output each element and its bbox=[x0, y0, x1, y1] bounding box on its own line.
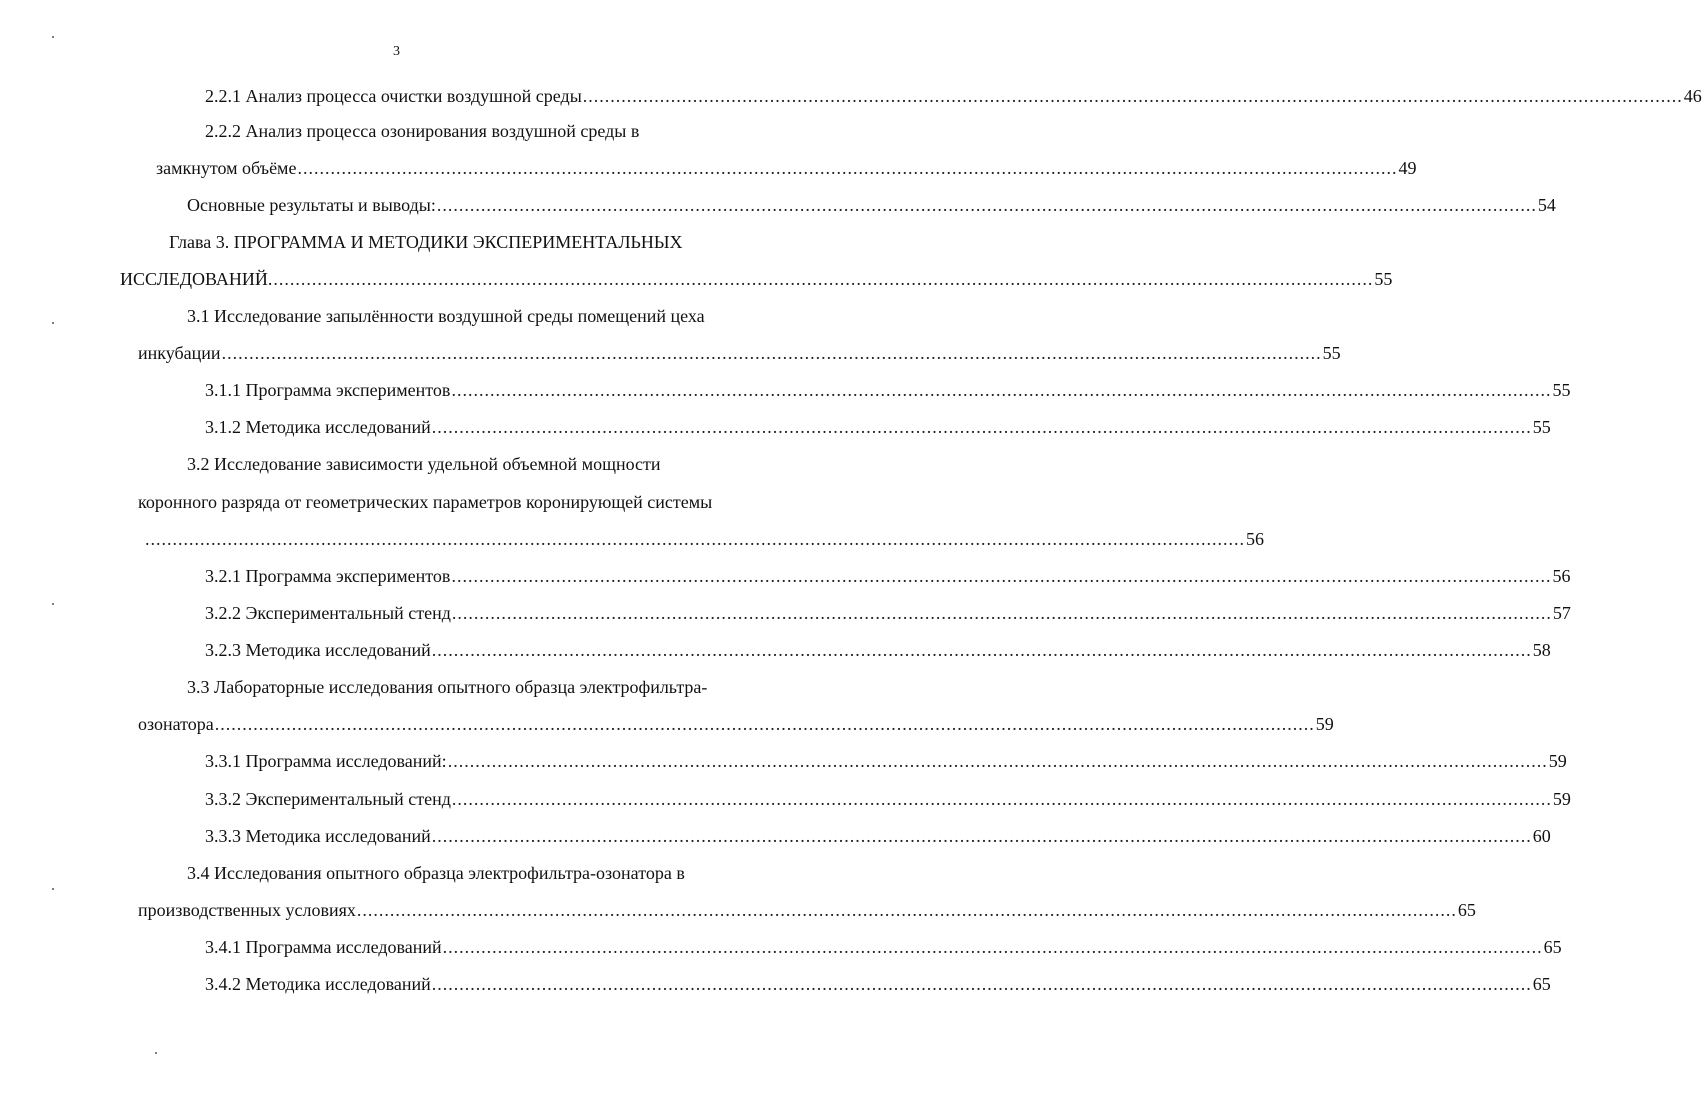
toc-page-number: 49 bbox=[1398, 158, 1417, 178]
toc-page-number: 59 bbox=[1315, 714, 1334, 734]
leader-dots: ........................................................................................................................................................................................................ bbox=[431, 974, 1532, 994]
leader-dots: ........................................................................................................................................................................................................ bbox=[451, 380, 1552, 400]
toc-entry-title: производственных условиях bbox=[138, 900, 356, 920]
toc-entry-title: озонатора bbox=[138, 714, 214, 734]
leader-dots: ........................................................................................................................................................................................................ bbox=[442, 937, 1543, 957]
toc-entry-title: 3.1.1 Программа экспериментов bbox=[205, 380, 451, 400]
toc-page-number: 56 bbox=[1246, 529, 1264, 549]
toc-page-number: 57 bbox=[1552, 603, 1571, 623]
leader-dots: ........................................................................................................................................................................................................ bbox=[436, 195, 1537, 215]
leader-dots: ........................................................................................................................................................................................................ bbox=[221, 343, 1322, 363]
scan-speck bbox=[52, 888, 54, 890]
toc-entry-title: Основные результаты и выводы: bbox=[187, 195, 436, 215]
leader-dots: ........................................................................................................................................................................................................ bbox=[214, 714, 1315, 734]
toc-entry-title: 3.1.2 Методика исследований bbox=[205, 417, 431, 437]
toc-entry-title: 3.4 Исследования опытного образца электрофильтра-озонатора в bbox=[187, 863, 685, 883]
page-number: 3 bbox=[393, 44, 400, 59]
scan-speck bbox=[52, 322, 54, 324]
toc-entry-title: 3.2.3 Методика исследований bbox=[205, 640, 431, 660]
toc-entry-title: замкнутом объёме bbox=[156, 158, 297, 178]
toc-entry-title: 2.2.2 Анализ процесса озонирования воздушной среды в bbox=[205, 121, 640, 141]
leader-dots: ........................................................................................................................................................................................................ bbox=[273, 269, 1374, 289]
leader-dots: ........................................................................................................................................................................................................ bbox=[451, 603, 1552, 623]
toc-entry-title: 3.2.2 Экспериментальный стенд bbox=[205, 603, 451, 623]
toc-page-number: 59 bbox=[1552, 789, 1571, 809]
toc-entry-title: 3.3 Лабораторные исследования опытного образца электрофильтра- bbox=[187, 677, 708, 697]
toc-entry-title: 3.1 Исследование запылённости воздушной среды помещений цеха bbox=[187, 306, 705, 326]
toc-page-number: 58 bbox=[1532, 640, 1551, 660]
scan-speck bbox=[155, 1052, 157, 1054]
leader-dots: ........................................................................................................................................................................................................ bbox=[297, 158, 1398, 178]
leader-dots: ........................................................................................................................................................................................................ bbox=[582, 86, 1683, 106]
toc-entry-title: 3.4.1 Программа исследований bbox=[205, 937, 442, 957]
toc-page-number: 55 bbox=[1532, 417, 1551, 437]
scan-speck bbox=[52, 603, 54, 605]
leader-dots: ........................................................................................................................................................................................................ bbox=[447, 751, 1548, 771]
toc-entry-title: 3.3.3 Методика исследований bbox=[205, 826, 431, 846]
toc-page-number: 65 bbox=[1532, 974, 1551, 994]
toc-entry-title: 3.3.1 Программа исследований: bbox=[205, 751, 447, 771]
toc-entry-title: ИССЛЕДОВАНИЙ. bbox=[120, 269, 273, 289]
toc-entry-title: 3.2.1 Программа экспериментов bbox=[205, 566, 451, 586]
toc-page-number: 55 bbox=[1552, 380, 1571, 400]
leader-dots: ........................................................................................................................................................................................................ bbox=[431, 826, 1532, 846]
toc-page-number: 59 bbox=[1548, 751, 1567, 771]
toc-entry-title: 3.4.2 Методика исследований bbox=[205, 974, 431, 994]
leader-dots: ........................................................................................................................................................................................................ bbox=[356, 900, 1457, 920]
toc-page-number: 65 bbox=[1543, 937, 1562, 957]
toc-page-number: 54 bbox=[1537, 195, 1556, 215]
toc-entry-title: 3.2 Исследование зависимости удельной объемной мощности bbox=[187, 454, 661, 474]
leader-dots: ........................................................................................................................................................................................................ bbox=[431, 417, 1532, 437]
toc-entry-title: коронного разряда от геометрических параметров коронирующей системы bbox=[138, 492, 713, 512]
toc-page-number: 55 bbox=[1374, 269, 1393, 289]
leader-dots: ........................................................................................................................................................................................................ bbox=[145, 529, 1245, 549]
toc-page-number: 55 bbox=[1322, 343, 1341, 363]
toc-page-number: 60 bbox=[1532, 826, 1551, 846]
leader-dots: ........................................................................................................................................................................................................ bbox=[451, 566, 1552, 586]
leader-dots: ........................................................................................................................................................................................................ bbox=[451, 789, 1552, 809]
toc-page-number: 56 bbox=[1552, 566, 1571, 586]
toc-entry-title: инкубации bbox=[138, 343, 221, 363]
leader-dots: ........................................................................................................................................................................................................ bbox=[431, 640, 1532, 660]
toc-entry-title: Глава 3. ПРОГРАММА И МЕТОДИКИ ЭКСПЕРИМЕНТАЛЬНЫХ bbox=[169, 232, 683, 252]
toc-entry-title: 2.2.1 Анализ процесса очистки воздушной среды bbox=[205, 86, 582, 106]
toc-page-number: 65 bbox=[1457, 900, 1476, 920]
scan-speck bbox=[52, 36, 54, 38]
toc-page-number: 46 bbox=[1683, 86, 1702, 106]
toc-entry-title: 3.3.2 Экспериментальный стенд bbox=[205, 789, 451, 809]
